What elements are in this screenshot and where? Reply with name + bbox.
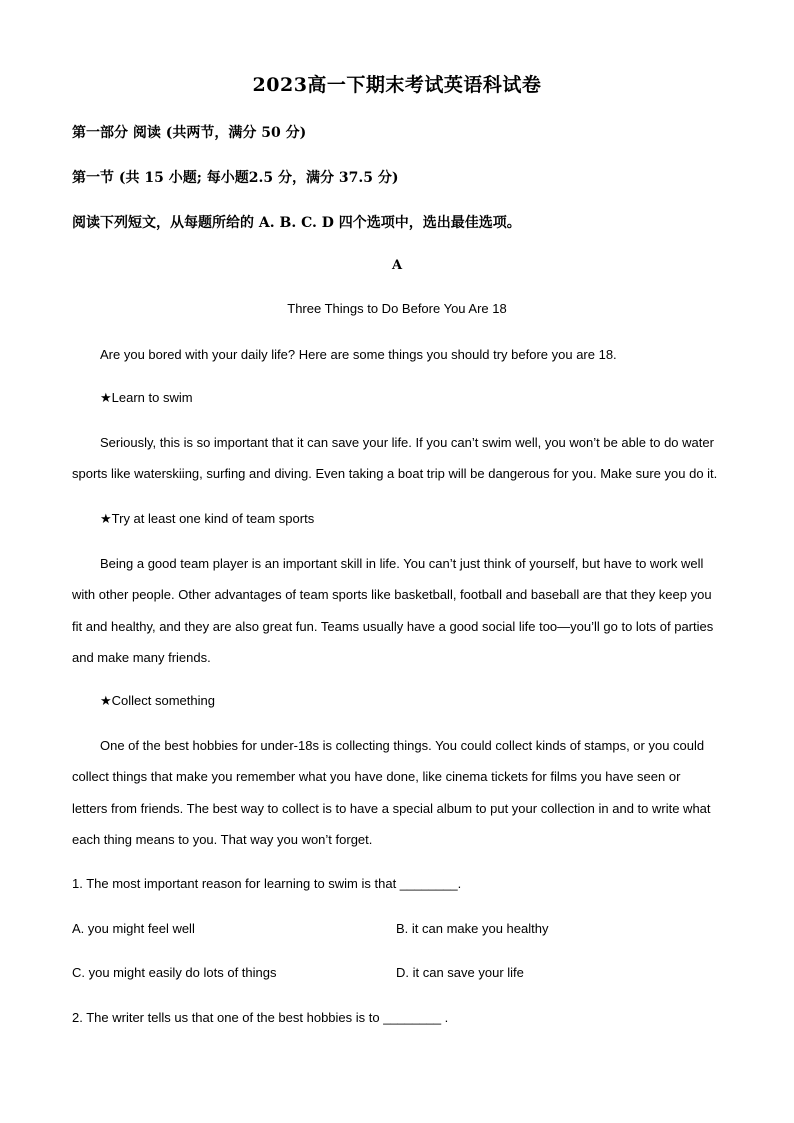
question-1-option-a: A. you might feel well [72,921,195,936]
question-1-stem: 1. The most important reason for learning to swim is that ________. [72,876,462,891]
item-text-collect: One of the best hobbies for under-18s is collecting things. You could collect kinds of stamps, or you could collect things that make you remember what you have done, like cinema tickets for films you have seen or letters from friends. The best way to collect is to have a special album to put your collection in and to write what each thing means to you. That way you won’t forget. [72,738,711,847]
exam-title: 2023高一下期末考试英语科试卷 [252,74,542,96]
question-2-stem: 2. The writer tells us that one of the best hobbies is to ________ . [72,1010,449,1025]
passage-intro: Are you bored with your daily life? Here are some things you should try before you are 18. [100,347,617,362]
item-text-swim: Seriously, this is so important that it can save your life. If you can’t swim well, you won’t be able to do water sports like waterskiing, surfing and diving. Even taking a boat trip will be dangerous for you. Make sure you do it. [72,435,718,482]
question-1-option-d: D. it can save your life [396,965,524,980]
question-1-option-c: C. you might easily do lots of things [72,965,277,980]
item-heading-team-sports: ★Try at least one kind of team sports [100,511,315,526]
item-heading-collect: ★Collect something [100,693,215,708]
section-heading: 第一节 (共 15 小题; 每小题2.5 分，满分 37.5 分) [72,170,399,186]
question-1-option-b: B. it can make you healthy [396,921,549,936]
part-heading: 第一部分 阅读 (共两节，满分 50 分) [72,125,307,141]
item-heading-swim: ★Learn to swim [100,390,193,405]
instruction-text: 阅读下列短文，从每题所给的 A. B. C. D 四个选项中，选出最佳选项。 [72,215,521,231]
item-text-team-sports: Being a good team player is an important skill in life. You can’t just think of yourself, but have to work well with other people. Other advantages of team sports like basketball, football and baseball are that they keep you fit and healthy, and they are also great fun. Teams usually have a good social life too—you’ll go to lots of parties and make many friends. [72,556,714,665]
passage-title: Three Things to Do Before You Are 18 [287,301,507,316]
passage-label: A [391,258,403,273]
